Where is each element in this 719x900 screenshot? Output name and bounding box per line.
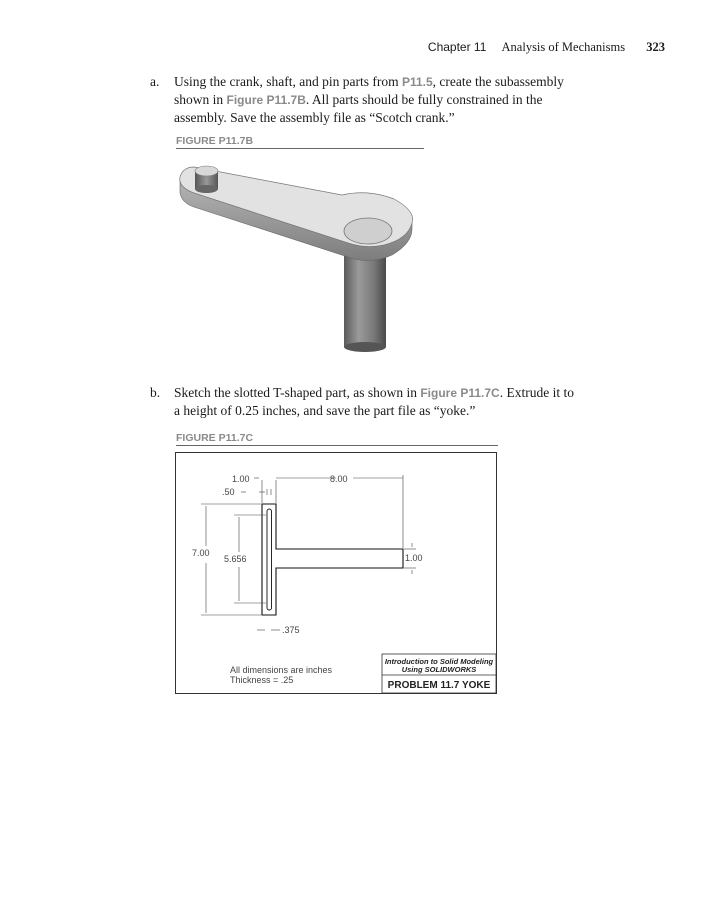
title-block-problem: PROBLEM 11.7 YOKE	[387, 680, 491, 691]
page-header	[428, 40, 665, 55]
dim-slot-width: .50	[222, 487, 235, 497]
item-marker-a: a.	[150, 74, 160, 89]
pin	[195, 166, 218, 193]
title-block	[382, 654, 496, 693]
dim-overall-height: 7.00	[192, 548, 210, 558]
item-b-text-1: Sketch the slotted T-shaped part, as shown in	[174, 385, 421, 400]
item-a-ref-2: Figure P11.7B	[226, 93, 306, 107]
item-text-b	[174, 384, 574, 419]
dim-bottom: .375	[282, 625, 300, 635]
shaft	[344, 247, 386, 352]
figure-c-caption: FIGURE P11.7C	[176, 432, 498, 446]
item-a-ref-1: P11.5	[401, 75, 433, 89]
crank-assembly-render	[170, 155, 430, 360]
dim-arm-height: 1.00	[405, 553, 423, 563]
dim-top-right: 8.00	[330, 474, 348, 484]
dim-top-left: 1.00	[232, 474, 250, 484]
dimension-lines	[201, 475, 416, 630]
yoke-outline	[262, 504, 403, 615]
figure-b-caption: FIGURE P11.7B	[176, 135, 424, 149]
item-text-a	[174, 73, 574, 126]
yoke-drawing	[176, 453, 496, 693]
item-b-text-2: . Extrude it to a height of 0.25 inches, and save the part file as “yoke.”	[174, 385, 574, 418]
item-marker-b: b.	[150, 385, 161, 400]
item-a-text-1: Using the crank, shaft, and pin parts from	[174, 74, 402, 89]
item-b-ref-1: Figure P11.7C	[420, 386, 500, 400]
note-units: All dimensions are inches	[230, 665, 333, 675]
section-title: Analysis of Mechanisms	[501, 40, 626, 54]
shaft-end-face	[344, 218, 392, 244]
note-thickness: Thickness = .25	[230, 675, 294, 685]
item-a-text-3: . All parts should be fully constrained in the assembly. Save the assembly file as “Scotch crank.”	[174, 92, 543, 125]
yoke-slot	[267, 509, 272, 610]
chapter-label: Chapter 11	[427, 40, 487, 54]
page-number: 323	[646, 40, 665, 54]
title-block-book: Introduction to Solid Modeling	[384, 657, 494, 666]
item-a-text-2: , create the subassembly shown in	[174, 74, 564, 107]
title-block-software: Using SOLIDWORKS	[401, 665, 477, 674]
dim-slot-length: 5.656	[224, 554, 247, 564]
yoke-drawing-sheet	[175, 452, 497, 694]
